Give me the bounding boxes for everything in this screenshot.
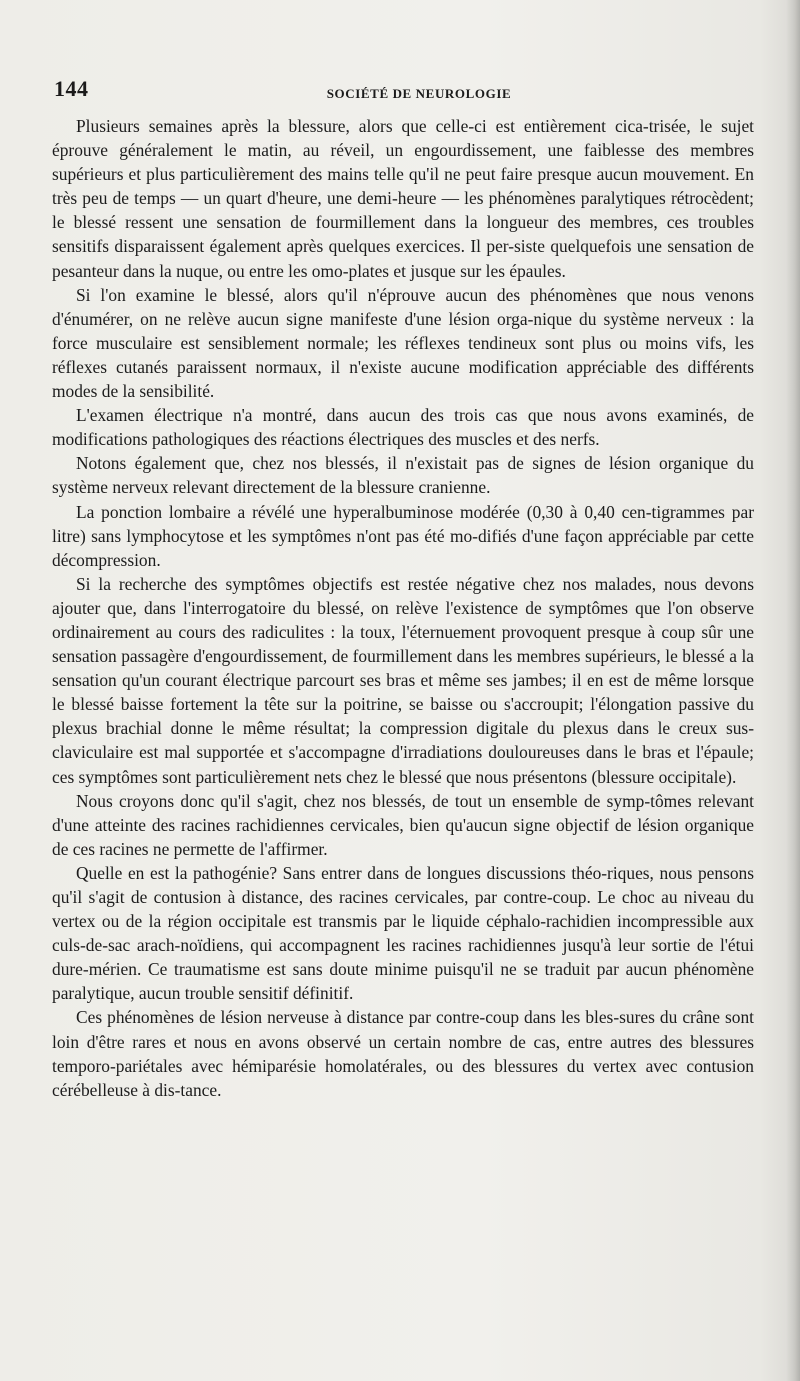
paragraph-cervical-roots: Nous croyons donc qu'il s'agit, chez nos blessés, de tout un ensemble de symp-tômes relevant d'une atteinte des racines rachidiennes cervicales, bien qu'aucun signe objectif de lésion organique de ces racines ne permette de l'affirmer. [52, 790, 754, 859]
paragraph-contre-coup: Ces phénomènes de lésion nerveuse à distance par contre-coup dans les bles-sures du crâne sont loin d'être rares et nous en avons observé un certain nombre de cas, entre autres des blessures temporo-pariétales avec hémiparésie homolatérales, ou des blessures du vertex avec contusion cérébelleuse à dis-tance. [52, 1007, 754, 1100]
page-header [54, 76, 754, 104]
body-text [52, 114, 754, 1102]
paragraph-no-organic-signs: Notons également que, chez nos blessés, il n'existait pas de signes de lésion organique du système nerveux relevant directement de la blessure cranienne. [52, 453, 754, 498]
paragraph-pathogenesis: Quelle en est la pathogénie? Sans entrer dans de longues discussions théo-riques, nous pensons qu'il s'agit de contusion à distance, des racines cervicales, par contre-coup. Le choc au niveau du vertex ou de la région occipitale est transmis par le liquide céphalo-rachidien incompressible aux culs-de-sac arach-noïdiens, qui accompagnent les racines rachidiennes jusqu'à leur sortie de l'étui dure-mérien. Ce traumatisme est sans doute minime puisqu'il ne se traduit par aucun phénomène paralytique, aucun trouble sensitif définitif. [52, 862, 754, 1004]
paragraph-radiculitis-symptoms: Si la recherche des symptômes objectifs est restée négative chez nos malades, nous devons ajouter que, dans l'interrogatoire du blessé, on relève l'existence de symptômes que l'on observe ordinairement au cours des radiculites : la toux, l'éternuement provoquent presque à coup sûr une sensation passagère d'engourdissement, de fourmillement dans les membres supérieurs, le blessé a la sensation qu'un courant électrique parcourt ses bras et même ses jambes; il en est de même lorsque le blessé baisse fortement la tête sur la poitrine, se baisse ou s'accroupit; l'élongation passive du plexus brachial donne le même résultat; la compression digitale du plexus dans le creux sus-claviculaire est mal supportée et s'accompagne d'irradiations douloureuses dans le bras et l'épaule; ces symptômes sont particulièrement nets chez le blessé que nous présentons (blessure occipitale). [52, 573, 754, 787]
paragraph-lumbar-puncture: La ponction lombaire a révélé une hyperalbuminose modérée (0,30 à 0,40 cen-tigrammes par litre) sans lymphocytose et les symptômes n'ont pas été mo-difiés d'une façon appréciable par cette décompression. [52, 501, 754, 570]
page-edge-shadow [786, 0, 800, 1381]
paragraph-symptoms: Plusieurs semaines après la blessure, alors que celle-ci est entièrement cica-trisée, le sujet éprouve généralement le matin, au réveil, un engourdissement, une faiblesse des membres supérieurs et plus particulièrement des mains telle qu'il ne peut faire presque aucun mouvement. En très peu de temps — un quart d'heure, une demi-heure — les phénomènes paralytiques rétrocèdent; le blessé ressent une sensation de fourmillement dans la longueur des membres, ces troubles sensitifs disparaissent également après quelques exercices. Il per-siste quelquefois une sensation de pesanteur dans la nuque, ou entre les omo-plates et jusque sur les épaules. [52, 116, 754, 281]
paragraph-examination: Si l'on examine le blessé, alors qu'il n'éprouve aucun des phénomènes que nous venons d'énumérer, on ne relève aucun signe manifeste d'une lésion orga-nique du système nerveux : la force musculaire est sensiblement normale; les réflexes tendineux sont plus ou moins vifs, les réflexes cutanés paraissent normaux, il n'existe aucune modification appréciable des différents modes de la sensibilité. [52, 284, 754, 402]
page-number: 144 [54, 76, 89, 101]
running-head: SOCIÉTÉ DE NEUROLOGIE [326, 86, 512, 101]
paragraph-electrical-exam: L'examen électrique n'a montré, dans aucun des trois cas que nous avons examinés, de modifications pathologiques des réactions électriques des muscles et des nerfs. [52, 405, 754, 450]
